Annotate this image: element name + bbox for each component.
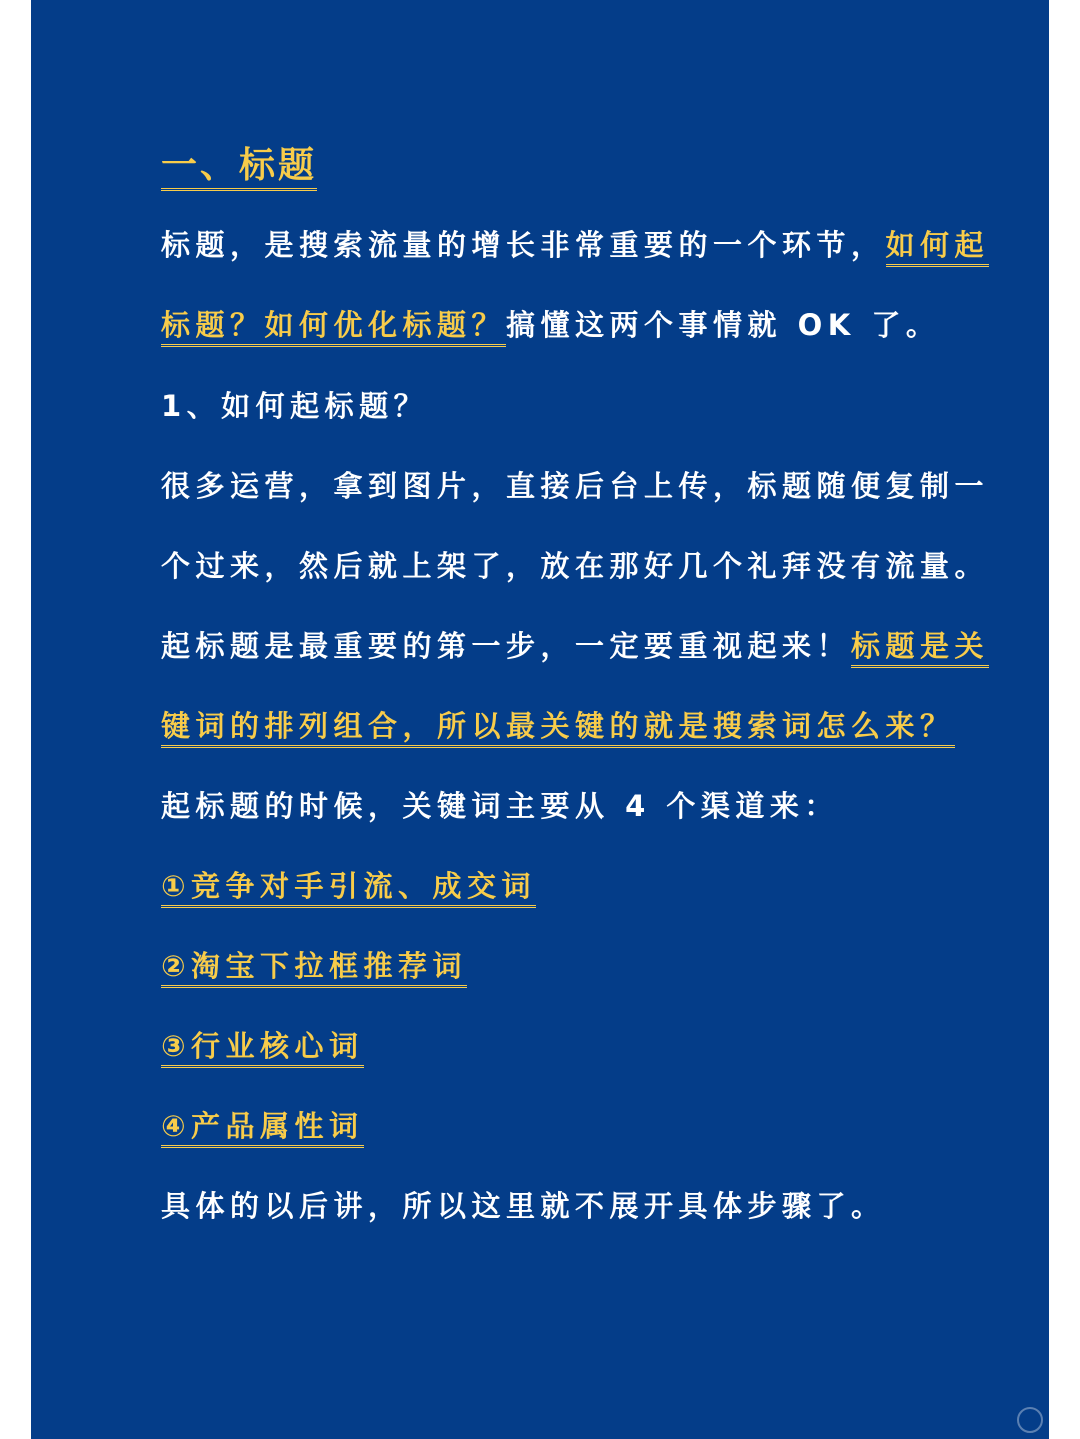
channel-item-text: ④产品属性词 [161,1109,364,1148]
para3-line1-text: 起标题是最重要的第一步，一定要重视起来！ [161,629,852,663]
sub-heading-text: 1、如何起标题？ [161,389,429,423]
channel-item-text: ①竞争对手引流、成交词 [161,869,536,908]
para4-line [161,786,839,826]
para2-line2-text: 个过来，然后就上架了，放在那好几个礼拜没有流量。 [161,549,990,583]
para3-line1 [161,626,989,666]
watermark-icon [1017,1407,1043,1433]
sub-heading [161,386,428,426]
closing-line [161,1186,886,1226]
channel-item-text: ②淘宝下拉框推荐词 [161,949,467,988]
para3-line2 [161,706,955,746]
para3-line1-highlight: 标题是关 [851,629,989,668]
para2-line1-text: 很多运营，拿到图片，直接后台上传，标题随便复制一 [161,469,990,503]
para2-line2 [161,546,989,586]
closing-text: 具体的以后讲，所以这里就不展开具体步骤了。 [161,1189,886,1223]
para3-line2-highlight: 键词的排列组合，所以最关键的就是搜索词怎么来？ [161,709,955,748]
section-heading-text: 一、标题 [161,145,317,191]
channel-item-text: ③行业核心词 [161,1029,364,1068]
channel-item [161,946,467,986]
para1-line1-highlight: 如何起 [886,228,990,267]
para2-line1 [161,466,989,506]
channel-item [161,1106,364,1146]
para1-line2 [161,305,940,345]
para4-text: 起标题的时候，关键词主要从 4 个渠道来： [161,789,839,823]
para1-line2-highlight: 标题？如何优化标题？ [161,308,506,347]
channel-item [161,1026,364,1066]
content-card [31,0,1049,1439]
channel-item [161,866,536,906]
section-heading [161,144,317,188]
para1-line1-text: 标题，是搜索流量的增长非常重要的一个环节， [161,228,886,262]
para1-line2-text: 搞懂这两个事情就 OK 了。 [506,308,941,342]
para1-line1 [161,225,989,265]
